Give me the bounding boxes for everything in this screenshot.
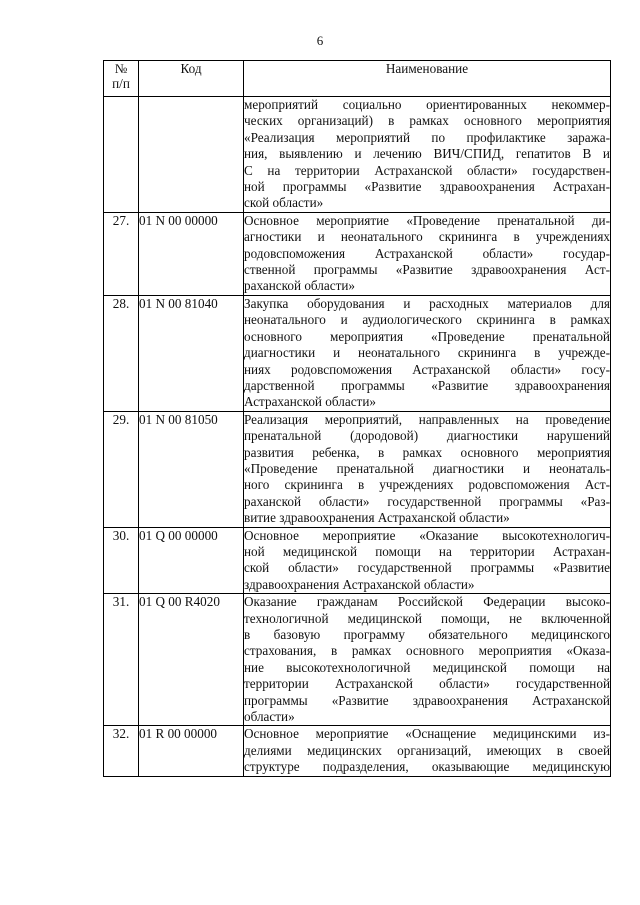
row-code: 01 Q 00 R4020 [139, 594, 244, 726]
row-name-line: родовспоможения Астраханской области» государ- [244, 245, 610, 261]
row-name-line: Закупка оборудования и расходных материалов для [244, 295, 610, 311]
row-name-line: неонатального и аудиологического скрининга в рамках [244, 312, 610, 328]
table-header-row [104, 61, 611, 97]
row-number: 28. [104, 295, 139, 411]
row-name [244, 594, 611, 726]
row-name-line: ниях родовспоможения Астраханской области» госу- [244, 361, 610, 377]
row-name-line: мероприятий социально ориентированных некоммер- [244, 97, 610, 112]
row-number [104, 97, 139, 213]
row-name-line: витие здравоохранения Астраханской области» [244, 510, 510, 526]
row-name-line: Реализация мероприятий, направленных на проведение [244, 411, 610, 427]
row-name-line: структуре подразделения, оказывающие медицинскую [244, 759, 610, 775]
row-code: 01 N 00 81050 [139, 411, 244, 527]
row-name [244, 295, 611, 411]
header-code: Код [139, 61, 244, 97]
table-row [104, 97, 611, 213]
row-code: 01 N 00 81040 [139, 295, 244, 411]
row-name-line: технологичной медицинской помощи, не включенной [244, 610, 610, 626]
row-name-line: страхования, в рамках основного мероприятия «Оказа- [244, 643, 610, 659]
page-number: 6 [316, 33, 324, 48]
table-row [104, 212, 611, 295]
row-name [244, 726, 611, 776]
row-name-line: ной медицинской помощи на территории Астрахан- [244, 543, 610, 559]
table-row [104, 411, 611, 527]
row-name-line: ной программы «Развитие здравоохранения Астрахан- [244, 179, 610, 195]
row-code: 01 Q 00 00000 [139, 527, 244, 594]
row-name-line: области» [244, 709, 295, 725]
header-name: Наименование [244, 61, 611, 97]
row-name-line: дарственной программы «Развитие здравоохранения [244, 377, 610, 393]
table-row [104, 527, 611, 594]
row-name-line: ской области» [244, 195, 324, 211]
row-name-line: делиями медицинских организаций, имеющих в своей [244, 742, 610, 758]
row-code [139, 97, 244, 213]
row-number: 31. [104, 594, 139, 726]
row-name-line: программы «Развитие здравоохранения Астраханской [244, 692, 610, 708]
row-name-line: С на территории Астраханской области» государствен- [244, 162, 610, 178]
row-name-line: ние высокотехнологичной медицинской помощи на [244, 659, 610, 675]
row-name-line: раханской области» государственной программы «Раз- [244, 493, 610, 509]
row-name-line: ния, выявлению и лечению ВИЧ/СПИД, гепатитов В и [244, 146, 610, 162]
row-number: 30. [104, 527, 139, 594]
row-code: 01 N 00 00000 [139, 212, 244, 295]
row-name-line: ческих организаций) в рамках основного мероприятия [244, 113, 610, 129]
row-name [244, 527, 611, 594]
row-name-line: «Проведение пренатальной диагностики и неонаталь- [244, 460, 610, 476]
row-name-line: «Реализация мероприятий по профилактике заража- [244, 129, 610, 145]
row-name-line: Оказание гражданам Российской Федерации высоко- [244, 594, 610, 610]
row-name-line: территории Астраханской области» государственной [244, 676, 610, 692]
row-name-line: раханской области» [244, 278, 355, 294]
row-number: 27. [104, 212, 139, 295]
row-name-line: Основное мероприятие «Оказание высокотехнологич- [244, 527, 610, 543]
row-name-line: ного скрининга в учреждениях родовспоможения Аст- [244, 477, 610, 493]
row-name-line: Астраханской области» [244, 394, 376, 410]
row-name [244, 411, 611, 527]
row-name-line: здравоохранения Астраханской области» [244, 576, 475, 592]
row-name-line: диагностики и неонатального скрининга в учрежде- [244, 345, 610, 361]
row-name-line: ской области» государственной программы «Развитие [244, 560, 610, 576]
row-name-line: основного мероприятия «Проведение пренатальной [244, 328, 610, 344]
row-name-line: пренатальной (дородовой) диагностики нарушений [244, 428, 610, 444]
row-name-line: агностики и неонатального скрининга в учреждениях [244, 229, 610, 245]
program-table [103, 60, 611, 777]
row-name-line: Основное мероприятие «Проведение пренатальной ди- [244, 212, 610, 228]
row-code: 01 R 00 00000 [139, 726, 244, 776]
row-name [244, 97, 611, 213]
row-name [244, 212, 611, 295]
header-number-symbol: № [114, 61, 128, 76]
table-row [104, 594, 611, 726]
table-row [104, 726, 611, 776]
header-number [104, 61, 139, 97]
row-number: 32. [104, 726, 139, 776]
row-name-line: Основное мероприятие «Оснащение медицинскими из- [244, 726, 610, 742]
row-number: 29. [104, 411, 139, 527]
table-row [104, 295, 611, 411]
row-name-line: развития ребенка, в рамках основного мероприятия [244, 444, 610, 460]
row-name-line: ственной программы «Развитие здравоохранения Аст- [244, 262, 610, 278]
header-number-abbr: п/п [112, 76, 130, 91]
row-name-line: в базовую программу обязательного медицинского [244, 627, 610, 642]
